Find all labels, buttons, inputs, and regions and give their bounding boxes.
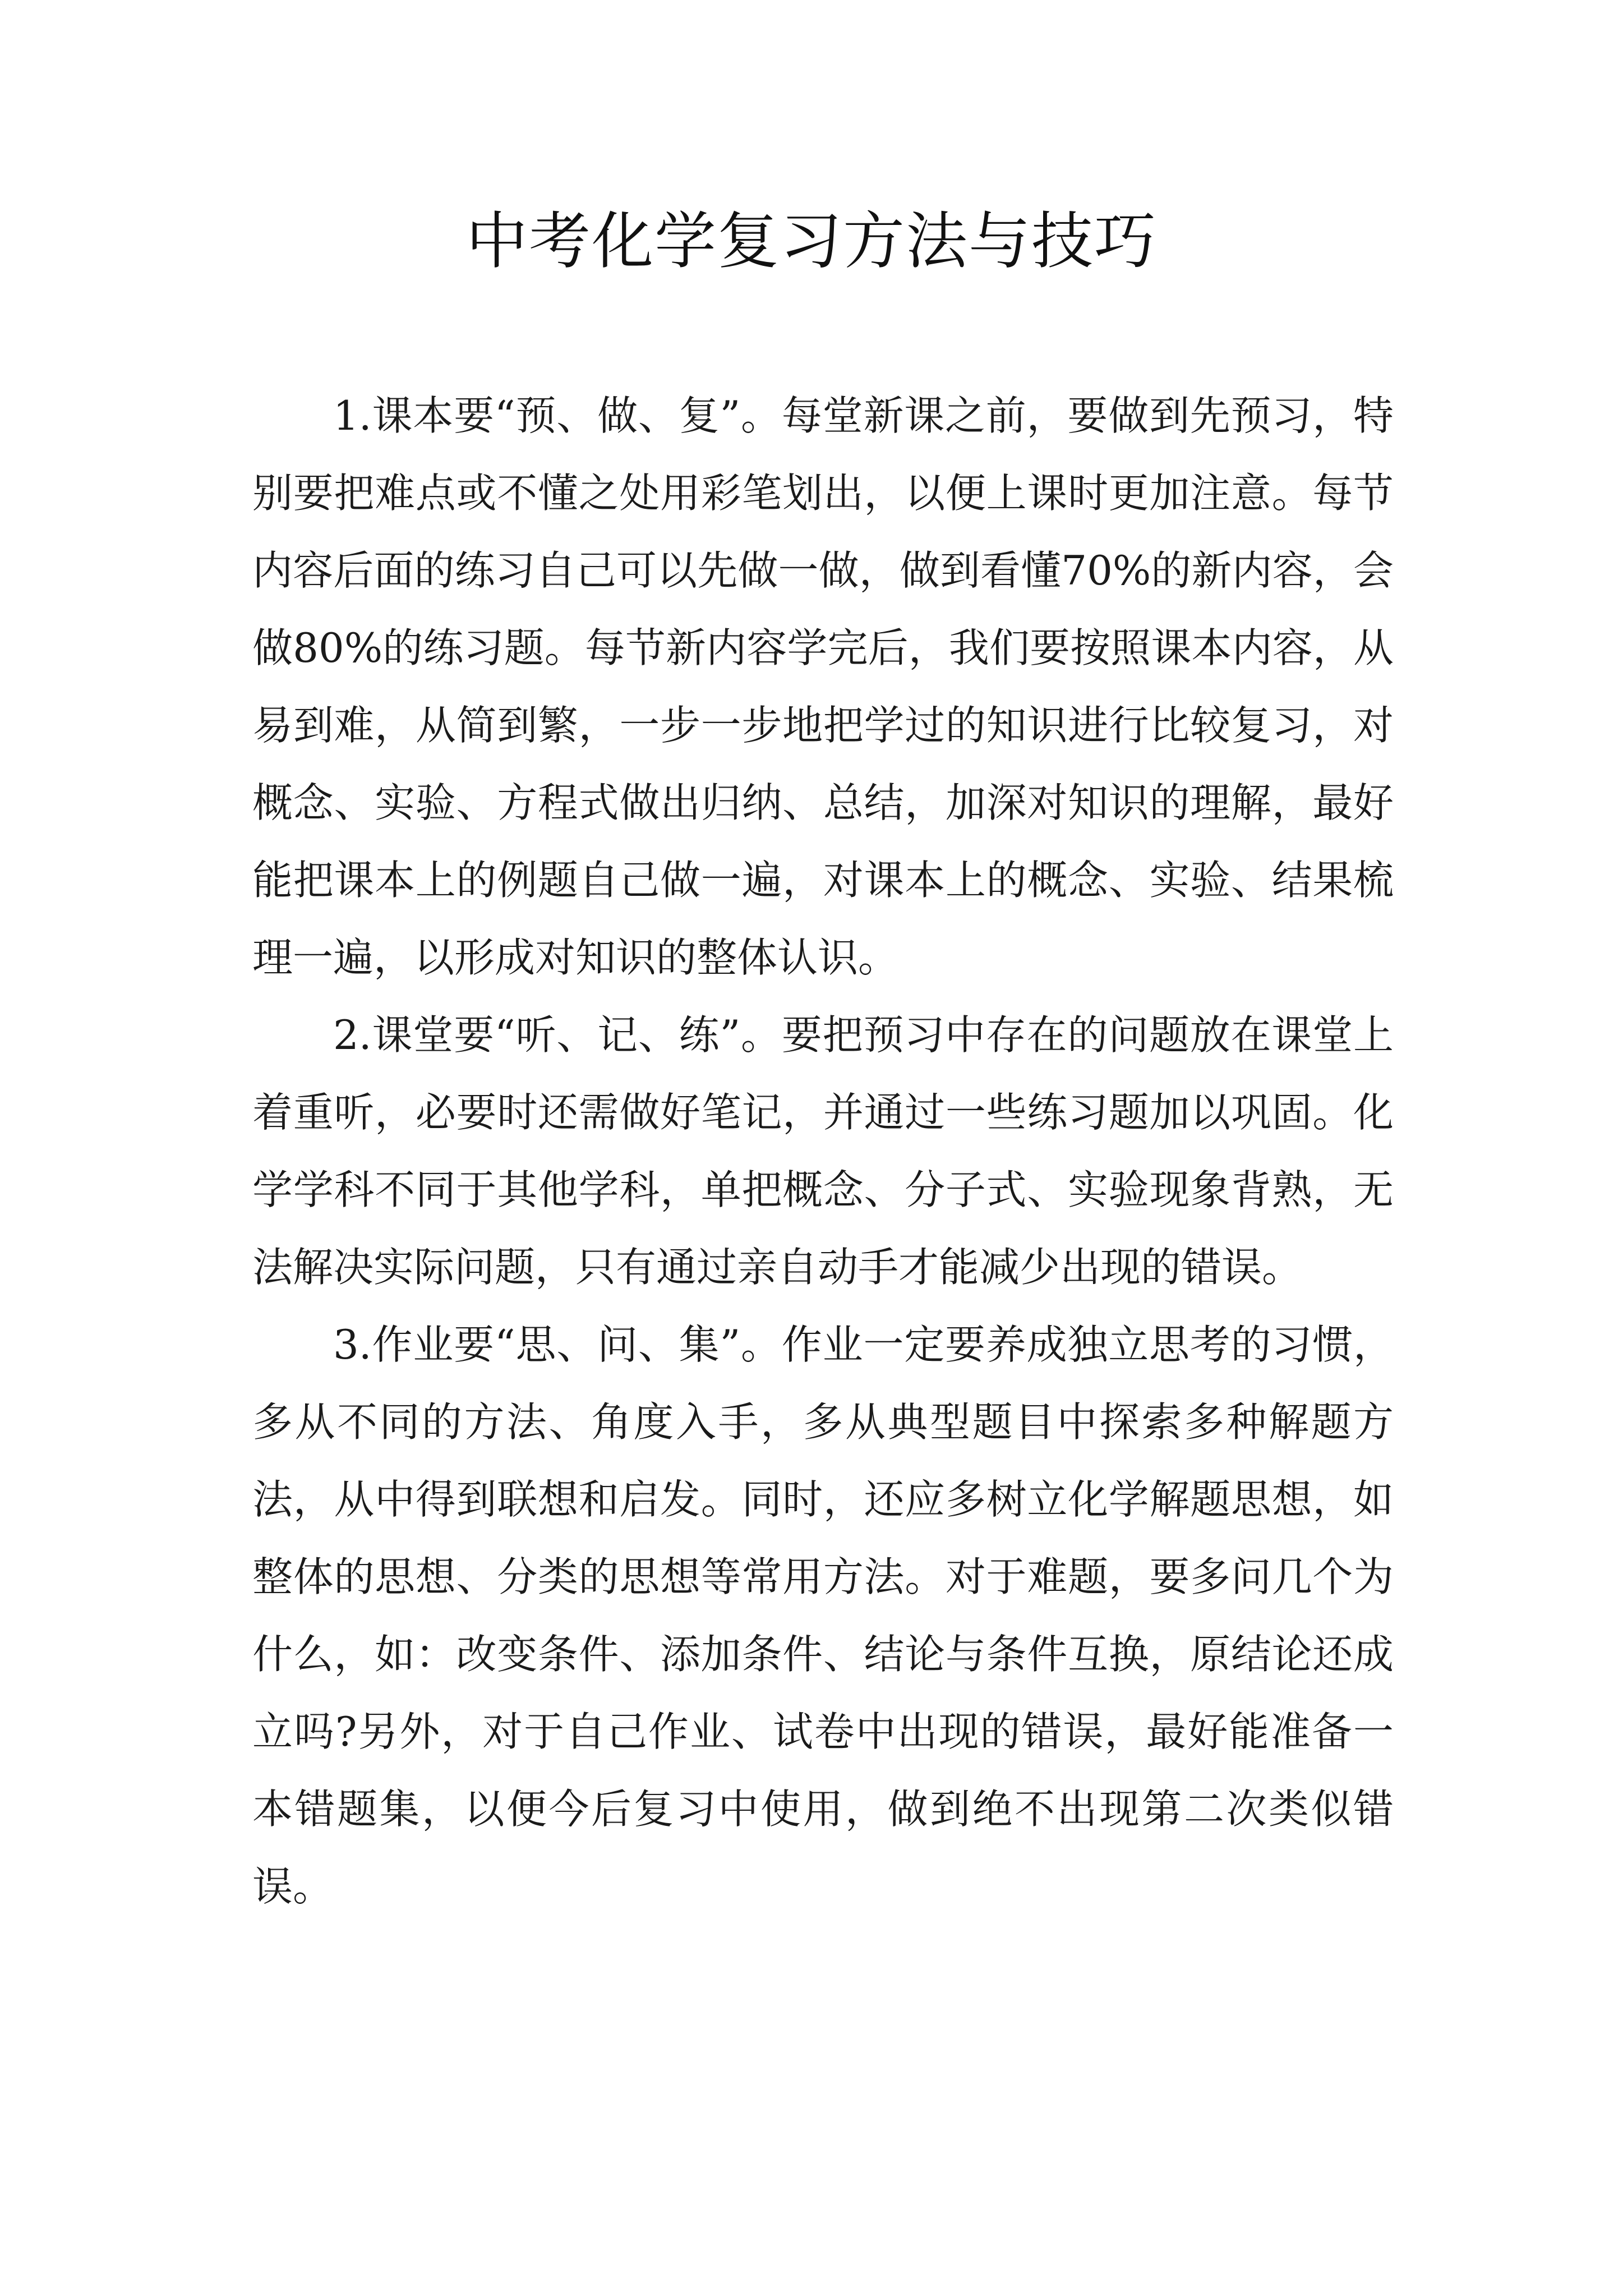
document-title: 中考化学复习方法与技巧	[466, 205, 1157, 277]
paragraph-2: 2.课堂要“听、记、练”。要把预习中存在的问题放在课堂上着重听，必要时还需做好笔记，并通过一些练习题加以巩固。化学学科不同于其他学科，单把概念、分子式、实验现象背熟，无法解决实际问题，只有通过亲自动手才能减少出现的错误。	[252, 1011, 1394, 1291]
paragraph-3: 3.作业要“思、问、集”。作业一定要养成独立思考的习惯，多从不同的方法、角度入手，多从典型题目中探索多种解题方法，从中得到联想和启发。同时，还应多树立化学解题思想，如整体的思想、分类的思想等常用方法。对于难题，要多问几个为什么，如：改变条件、添加条件、结论与条件互换，原结论还成立吗?另外，对于自己作业、试卷中出现的错误，最好能准备一本错题集，以便今后复习中使用，做到绝不出现第二次类似错误。	[252, 1321, 1394, 1910]
document-body	[252, 377, 1394, 1925]
paragraph-1: 1.课本要“预、做、复”。每堂新课之前，要做到先预习，特别要把难点或不懂之处用彩笔划出，以便上课时更加注意。每节内容后面的练习自己可以先做一做，做到看懂70%的新内容，会做80%的练习题。每节新内容学完后，我们要按照课本内容，从易到难，从简到繁，一步一步地把学过的知识进行比较复习，对概念、实验、方程式做出归纳、总结，加深对知识的理解，最好能把课本上的例题自己做一遍，对课本上的概念、实验、结果梳理一遍，以形成对知识的整体认识。	[252, 392, 1394, 981]
